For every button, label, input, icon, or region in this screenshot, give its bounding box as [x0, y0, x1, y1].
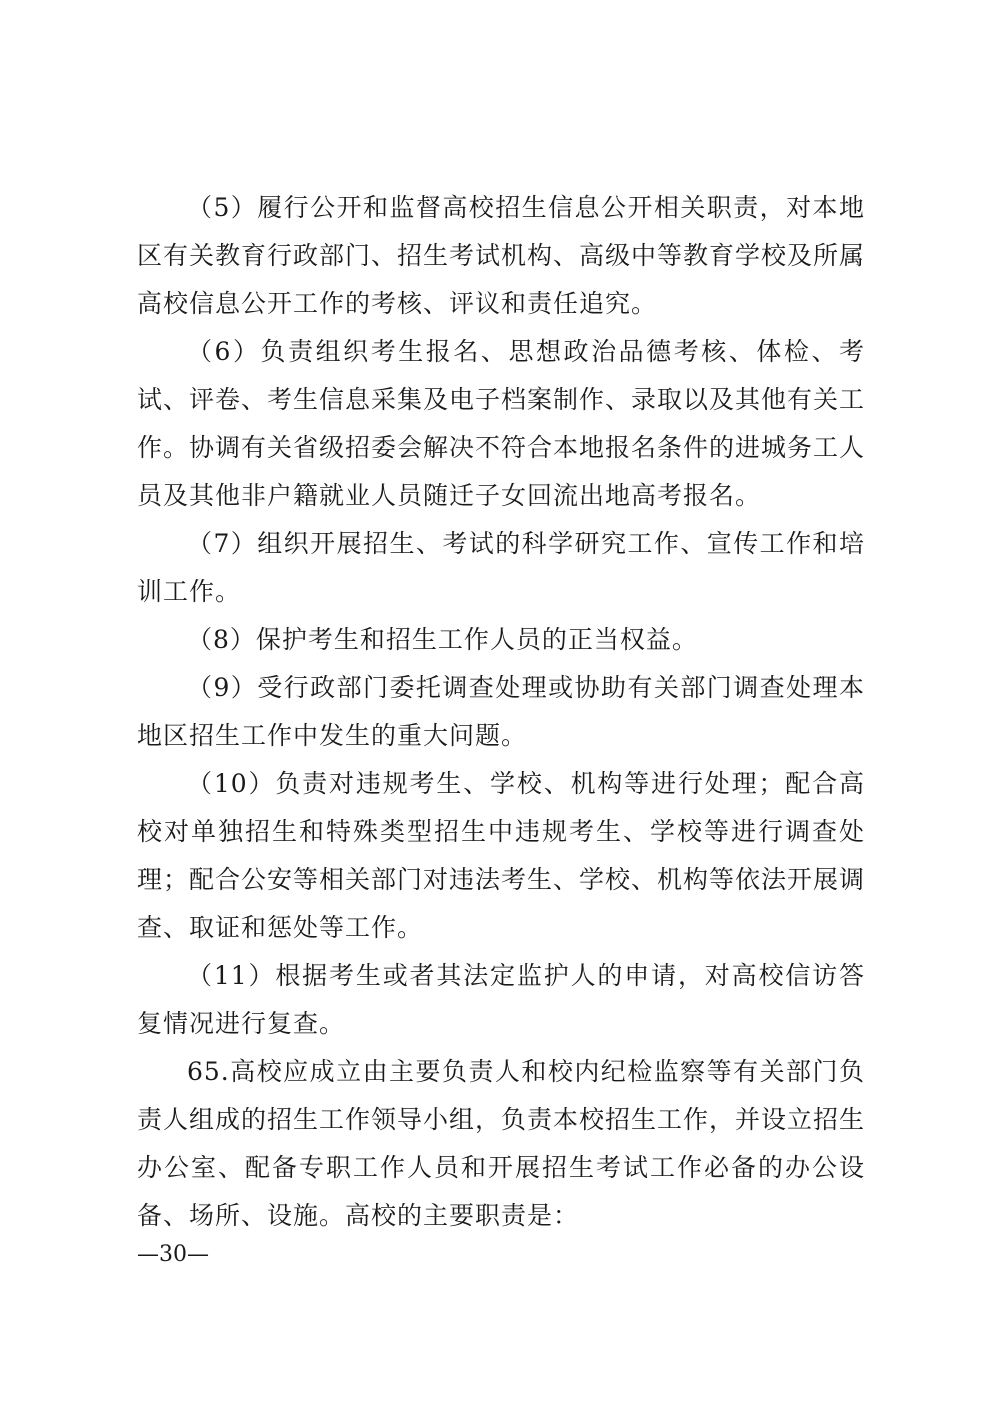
paragraph-item-7: （7）组织开展招生、考试的科学研究工作、宣传工作和培训工作。 — [137, 529, 865, 606]
paragraph-item-11: （11）根据考生或者其法定监护人的申请，对高校信访答复情况进行复查。 — [137, 961, 865, 1038]
paragraph-item-8: （8）保护考生和招生工作人员的正当权益。 — [187, 625, 698, 654]
page-number: —30— — [137, 1242, 209, 1267]
paragraph-item-5: （5）履行公开和监督高校招生信息公开相关职责，对本地区有关教育行政部门、招生考试机构、高级中等教育学校及所属高校信息公开工作的考核、评议和责任追究。 — [137, 193, 866, 318]
paragraph-article-65: 65.高校应成立由主要负责人和校内纪检监察等有关部门负责人组成的招生工作领导小组，负责本校招生工作，并设立招生办公室、配备专职工作人员和开展招生考试工作必备的办公设备、场所、设施。高校的主要职责是： — [137, 1057, 866, 1230]
paragraph-item-10: （10）负责对违规考生、学校、机构等进行处理；配合高校对单独招生和特殊类型招生中违规考生、学校等进行调查处理；配合公安等相关部门对违法考生、学校、机构等依法开展调查、取证和惩处等工作。 — [137, 769, 866, 942]
paragraph-item-9: （9）受行政部门委托调查处理或协助有关部门调查处理本地区招生工作中发生的重大问题。 — [137, 673, 865, 750]
paragraph-item-6: （6）负责组织考生报名、思想政治品德考核、体检、考试、评卷、考生信息采集及电子档案制作、录取以及其他有关工作。协调有关省级招委会解决不符合本地报名条件的进城务工人员及其他非户籍就业人员随迁子女回流出地高考报名。 — [137, 337, 866, 510]
document-body — [137, 184, 865, 1240]
